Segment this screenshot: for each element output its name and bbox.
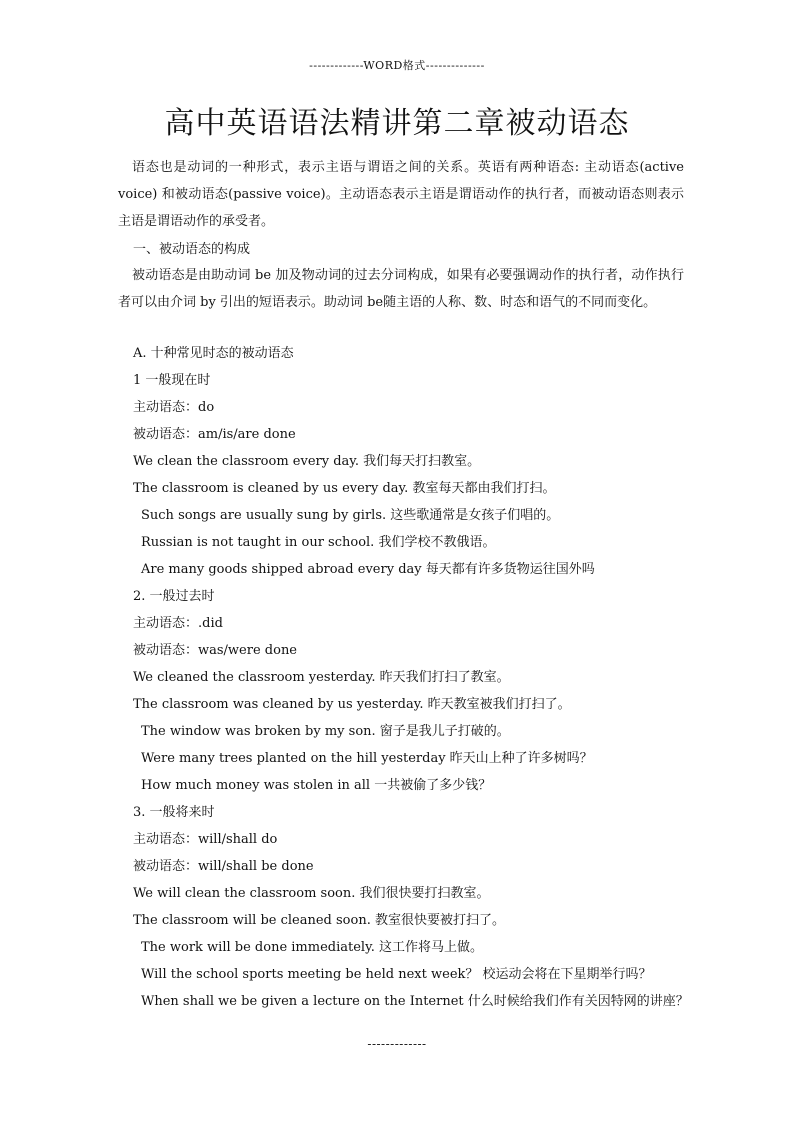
example-sentence: The classroom will be cleaned soon. 教室很快要被打扫了。 <box>133 913 505 928</box>
tense-heading: 1 一般现在时 <box>133 373 211 388</box>
tense-heading: 3. 一般将来时 <box>133 805 215 820</box>
example-sentence: Russian is not taught in our school. 我们学校不教俄语。 <box>141 535 496 550</box>
passive-form: 被动语态：am/is/are done <box>133 427 296 442</box>
example-sentence: We clean the classroom every day. 我们每天打扫教室。 <box>133 454 481 469</box>
intro-paragraph: 语态也是动词的一种形式，表示主语与谓语之间的关系。英语有两种语态: 主动语态(active voice) 和被动语态(passive voice)。主动语态表示主语是谓语动作的执行者，而被动语态则表示主语是谓语动作的承受者。 <box>118 160 684 229</box>
example-sentence: The window was broken by my son. 窗子是我儿子打破的。 <box>141 724 510 739</box>
section-heading: 一、被动语态的构成 <box>133 242 251 257</box>
active-form: 主动语态：.did <box>133 616 223 631</box>
page-footer: ------------- <box>367 1037 427 1051</box>
example-sentence: The classroom is cleaned by us every day. 教室每天都由我们打扫。 <box>133 481 556 496</box>
subheading-tenses: A. 十种常见时态的被动语态 <box>133 346 294 361</box>
example-sentence: Such songs are usually sung by girls. 这些歌通常是女孩子们唱的。 <box>141 508 560 523</box>
example-sentence: When shall we be given a lecture on the Internet 什么时候给我们作有关因特网的讲座？ <box>141 994 689 1009</box>
example-sentence: Will the school sports meeting be held next week？ 校运动会将在下星期举行吗？ <box>141 967 652 982</box>
page-title: 高中英语语法精讲第二章被动语态 <box>164 106 630 141</box>
section-paragraph: 被动语态是由助动词 be 加及物动词的过去分词构成，如果有必要强调动作的执行者，动作执行者可以由介词 by 引出的短语表示。助动词 be随主语的人称、数、时态和语气的不同而变化。 <box>118 268 684 310</box>
example-sentence: The work will be done immediately. 这工作将马上做。 <box>141 940 483 955</box>
example-sentence: Are many goods shipped abroad every day 每天都有许多货物运往国外吗 <box>141 562 595 577</box>
active-form: 主动语态：will/shall do <box>133 832 278 847</box>
example-sentence: We will clean the classroom soon. 我们很快要打扫教室。 <box>133 886 490 901</box>
example-sentence: How much money was stolen in all 一共被偷了多少钱？ <box>141 778 492 793</box>
example-sentence: The classroom was cleaned by us yesterday. 昨天教室被我们打扫了。 <box>133 697 571 712</box>
example-sentence: Were many trees planted on the hill yesterday 昨天山上种了许多树吗？ <box>141 751 593 766</box>
passive-form: 被动语态：will/shall be done <box>133 859 314 874</box>
example-sentence: We cleaned the classroom yesterday. 昨天我们打扫了教室。 <box>133 670 510 685</box>
active-form: 主动语态：do <box>133 400 215 415</box>
tense-heading: 2. 一般过去时 <box>133 589 215 604</box>
passive-form: 被动语态：was/were done <box>133 643 298 658</box>
page-header: -------------WORD格式-------------- <box>309 59 485 72</box>
